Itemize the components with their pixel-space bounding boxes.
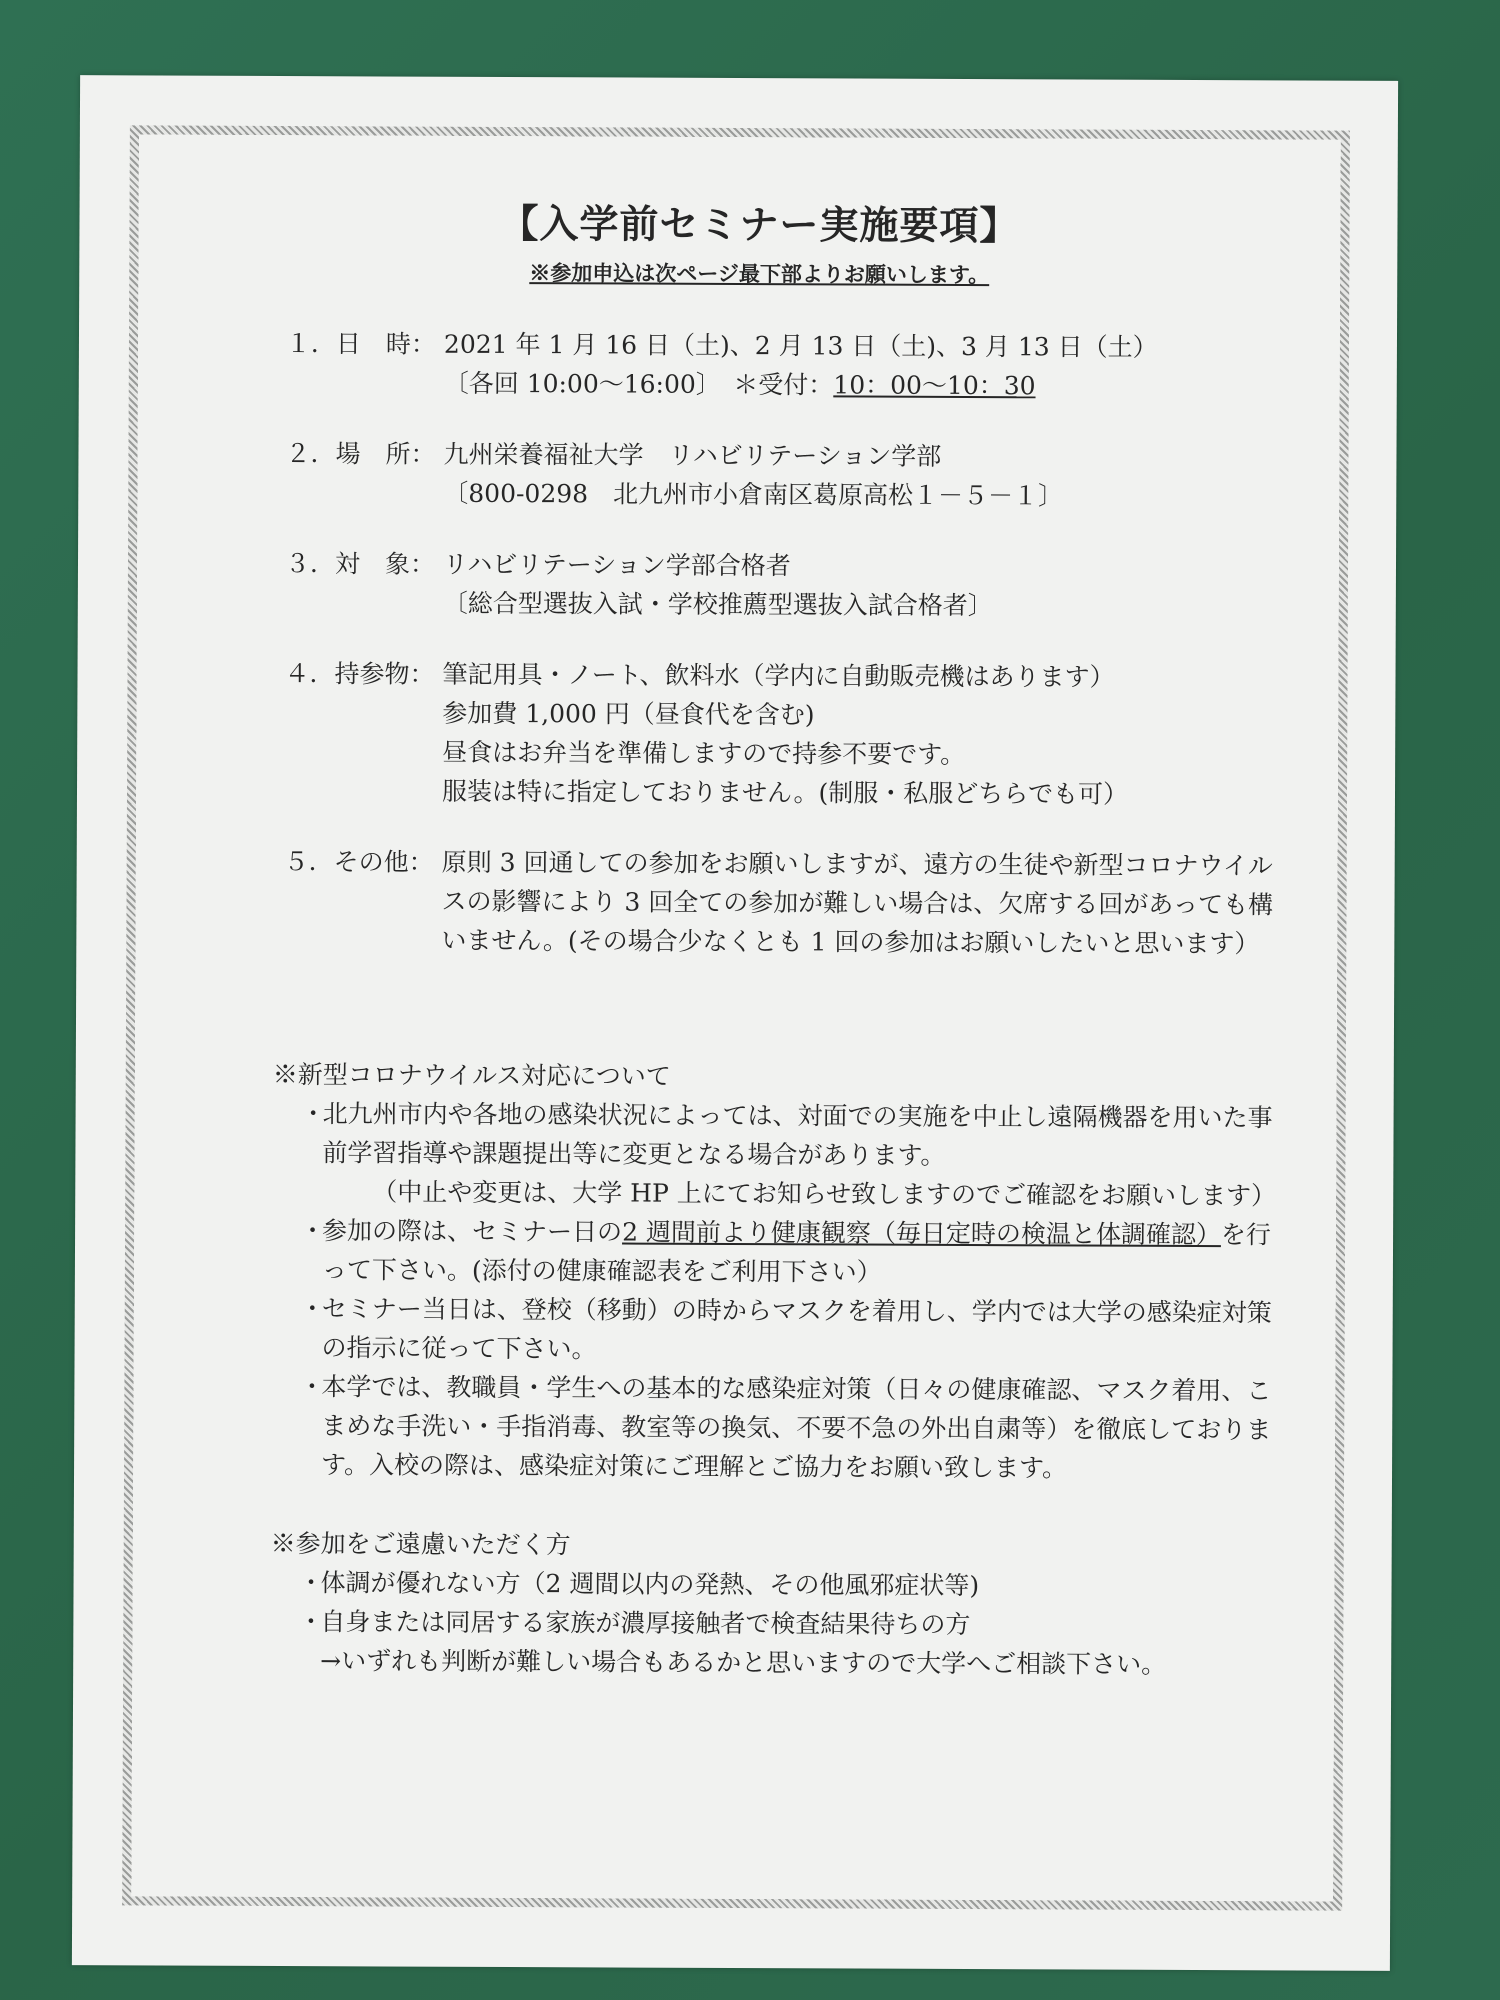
item-label: １．日 時： [285, 329, 437, 359]
item-line: 〔800-0298 北九州市小倉南区葛原高松１－５－１〕 [443, 478, 1064, 511]
item-value [444, 325, 1314, 407]
item-place [203, 434, 1313, 517]
bullet-mark: ・ [300, 1099, 326, 1129]
bullet-mark: ・ [298, 1607, 324, 1637]
covid-section [199, 1055, 1311, 1489]
list-item [272, 1211, 1310, 1294]
item-line: 服装は特に指定しておりません。(制服・私服どちらでも可） [441, 776, 1129, 809]
consult-note: →いずれも判断が難しい場合もあるかと思いますので大学へご相談下さい。 [320, 1646, 1167, 1679]
item-other [201, 842, 1311, 964]
item-line: 昼食はお弁当を準備しますので持参不要です。 [442, 737, 966, 770]
page-title: 【入学前セミナー実施要項】 [499, 200, 1020, 250]
list-item [271, 1289, 1309, 1372]
decline-heading: ※参加をご遠慮いただく方 [270, 1528, 571, 1560]
list-item [272, 1094, 1311, 1216]
item-datetime [204, 324, 1314, 407]
list-item [271, 1367, 1310, 1489]
item-line: 九州栄養福祉大学 リハビリテーション学部 [443, 439, 942, 471]
document-body [198, 196, 1314, 1685]
paper-sheet [72, 75, 1398, 1971]
list-item [270, 1602, 1308, 1646]
bullet-text: 参加の際は、セミナー日の2 週間前より健康観察（毎日定時の検温と体調確認）を行って下さい。(添付の健康確認表をご利用下さい） [321, 1216, 1272, 1287]
bullet-text: 北九州市内や各地の感染状況によっては、対面での実施を中止し遠隔機器を用いた事前学習指導や課題提出等に変更となる場合があります。 （中止や変更は、大学 HP 上にてお知らせ致しますのでご確認をお願いします） [322, 1099, 1277, 1211]
item-value [443, 545, 1313, 627]
bullet-mark: ・ [299, 1372, 325, 1402]
item-line: 筆記用具・ノート、飲料水（学内に自動販売機はあります） [442, 659, 1115, 692]
list-item [270, 1563, 1308, 1607]
application-note: ※参加申込は次ページ最下部よりお願いします。 [529, 260, 990, 288]
bullet-mark: ・ [298, 1568, 324, 1598]
item-line: 2021 年 1 月 16 日（土)、2 月 13 日（土)、3 月 13 日（土） [443, 329, 1158, 362]
item-line: リハビリテーション学部合格者 [442, 549, 791, 581]
reception-time: 10：00～10：30 [833, 370, 1036, 401]
item-target [203, 544, 1313, 627]
item-value [443, 435, 1313, 517]
health-check-period: 2 週間前より健康観察（毎日定時の検温と体調確認） [622, 1217, 1222, 1250]
bullet-mark: ・ [299, 1294, 325, 1324]
item-label: ３．対 象： [284, 549, 436, 579]
item-label: ４．持参物： [284, 659, 435, 689]
item-line: 参加費 1,000 円（昼食代を含む) [442, 698, 815, 730]
bullet-text: 自身または同居する家族が濃厚接触者で検査結果待ちの方 [320, 1607, 971, 1640]
bullet-text: 本学では、教職員・学生への基本的な感染症対策（日々の健康確認、マスク着用、こまめな手洗い・手指消毒、教室等の換気、不要不急の外出自粛等）を徹底しております。入校の際は、感染症対策にご理解とご協力をお願い致します。 [321, 1372, 1272, 1483]
covid-heading: ※新型コロナウイルス対応について [272, 1059, 671, 1091]
item-label: ５．その他： [283, 847, 434, 877]
item-line: 〔総合型選抜入試・学校推薦型選抜入試合格者〕 [442, 588, 993, 621]
spacer [201, 991, 1311, 1036]
item-value [441, 843, 1312, 964]
bullet-subnote: （中止や変更は、大学 HP 上にてお知らせ致しますのでご確認をお願いします） [372, 1177, 1277, 1211]
decline-section [198, 1524, 1309, 1685]
item-line: 〔各回 10:00～16:00〕 ＊受付：10：00～10：30 [443, 368, 1036, 401]
item-label: ２．場 所： [285, 439, 436, 469]
item-value [442, 655, 1313, 815]
bullet-text: 体調が優れない方（2 週間以内の発熱、その他風邪症状等) [320, 1568, 980, 1601]
bullet-mark: ・ [300, 1216, 326, 1246]
item-line: 原則 3 回通しての参加をお願いしますが、遠方の生徒や新型コロナウイルスの影響により 3 回全ての参加が難しい場合は、欠席する回があっても構いません。(その場合少なくとも 1 回の参加はお願いしたいと思います） [441, 847, 1274, 959]
bullet-text: セミナー当日は、登校（移動）の時からマスクを着用し、学内では大学の感染症対策の指示に従って下さい。 [321, 1294, 1272, 1364]
item-belongings [202, 654, 1313, 815]
item-list [201, 324, 1314, 964]
